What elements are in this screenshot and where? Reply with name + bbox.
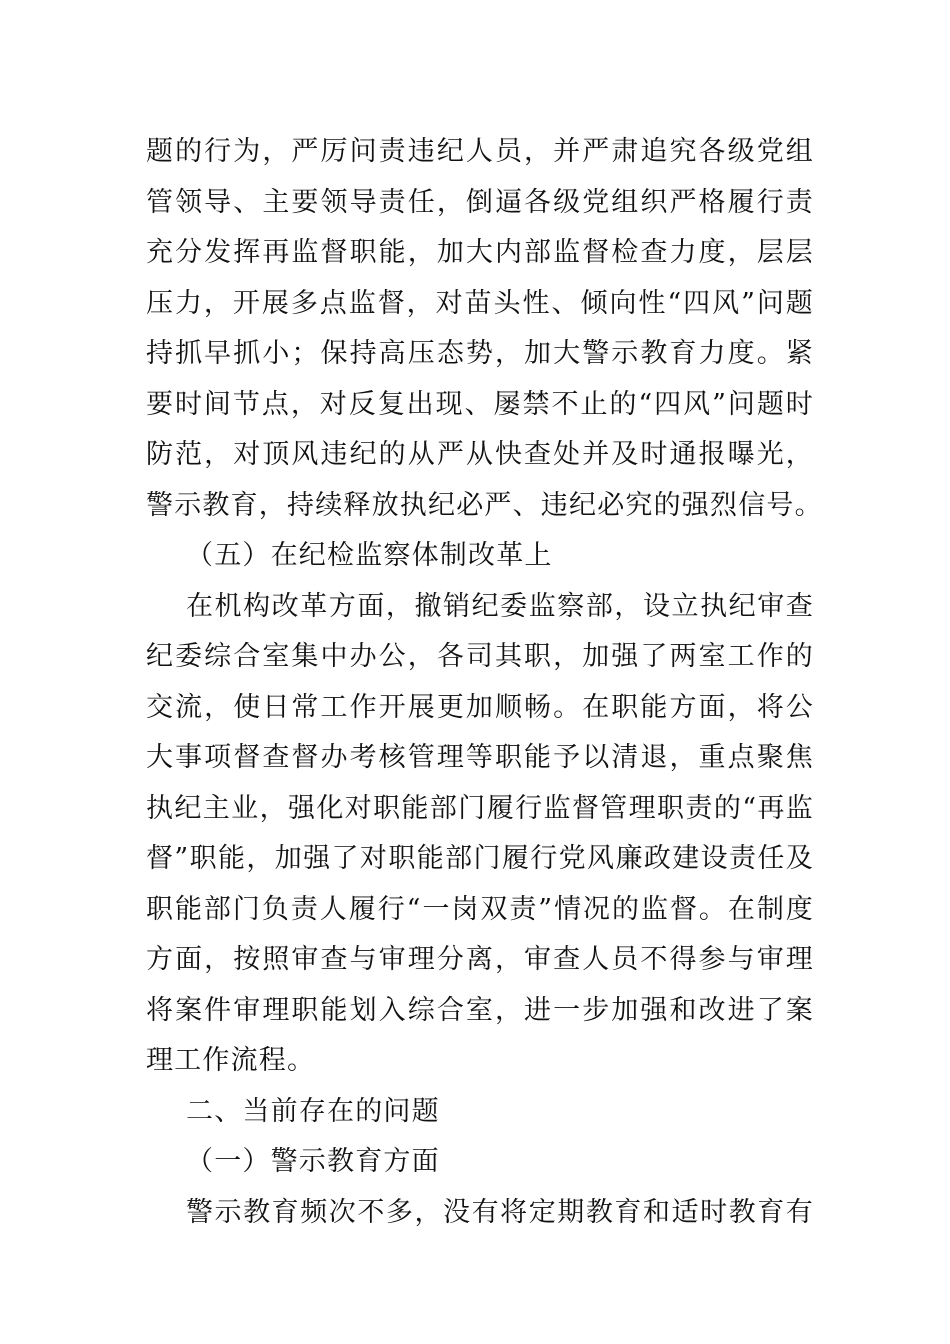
text-line: 管领导、主要领导责任，倒逼各级党组织严格履行责 (146, 186, 814, 218)
document-body (146, 127, 823, 1238)
text-line: 在机构改革方面，撤销纪委监察部，设立执纪审查 (186, 590, 814, 622)
text-line: 题的行为，严厉问责违纪人员，并严肃追究各级党组 (146, 136, 814, 167)
text-line: 理工作流程。 (146, 1045, 316, 1076)
text-line: 执纪主业，强化对职能部门履行监督管理职责的“再监 (146, 792, 814, 824)
text-line: 充分发挥再监督职能，加大内部监督检查力度，层层 (146, 237, 814, 268)
text-line: 纪委综合室集中办公，各司其职，加强了两室工作的 (146, 641, 814, 672)
text-line: 警示教育，持续释放执纪必严、违纪必究的强烈信号。 (146, 489, 823, 521)
text-line: 交流，使日常工作开展更加顺畅。在职能方面，将公 (146, 691, 814, 723)
text-line: 防范，对顶风违纪的从严从快查处并及时通报曝光， (146, 439, 814, 470)
text-line: 警示教育频次不多，没有将定期教育和适时教育有 (186, 1196, 814, 1228)
text-line: （五）在纪检监察体制改革上 (186, 540, 553, 571)
text-line: 将案件审理职能划入综合室，进一步加强和改进了案 (146, 994, 814, 1026)
text-line: 大事项督查督办考核管理等职能予以清退，重点聚焦 (146, 742, 814, 773)
text-line: 二、当前存在的问题 (186, 1095, 440, 1127)
text-line: 方面，按照审查与审理分离，审查人员不得参与审理 (146, 944, 814, 975)
text-line: 职能部门负责人履行“一岗双责”情况的监督。在制度 (146, 893, 814, 925)
text-line: 要时间节点，对反复出现、屡禁不止的“四风”问题时 (146, 388, 814, 420)
text-line: 压力，开展多点监督，对苗头性、倾向性“四风”问题 (146, 287, 814, 319)
text-line: （一）警示教育方面 (186, 1146, 440, 1177)
text-line: 督”职能，加强了对职能部门履行党风廉政建设责任及 (146, 843, 814, 874)
text-line: 持抓早抓小；保持高压态势，加大警示教育力度。紧 (146, 338, 814, 369)
